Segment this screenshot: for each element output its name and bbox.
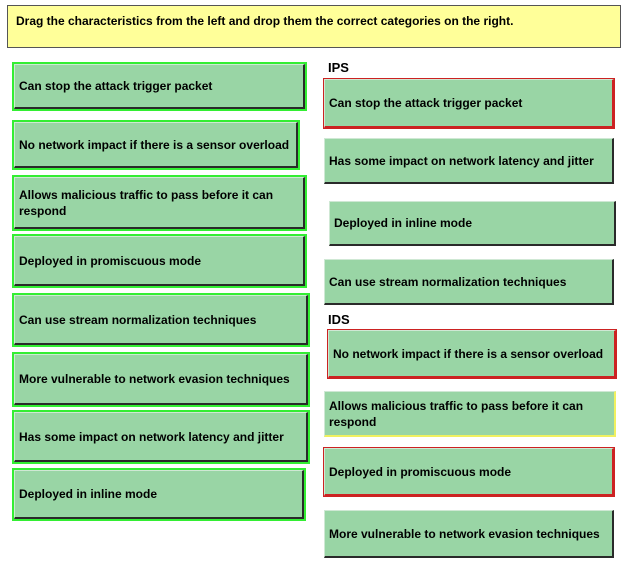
ips-heading: IPS	[328, 60, 349, 75]
drag-item-latency[interactable]: Has some impact on network latency and jitter	[14, 412, 308, 462]
ips-slot-1[interactable]: Can stop the attack trigger packet	[324, 79, 614, 128]
ids-slot-1[interactable]: No network impact if there is a sensor overload	[328, 330, 616, 378]
ids-slot-2[interactable]: Allows malicious traffic to pass before it can respond	[324, 391, 616, 437]
drag-item-inline[interactable]: Deployed in inline mode	[14, 470, 304, 519]
ids-slot-4[interactable]: More vulnerable to network evasion techniques	[324, 510, 614, 558]
drag-item-allows-malicious[interactable]: Allows malicious traffic to pass before it can respond	[14, 177, 305, 229]
ips-slot-2[interactable]: Has some impact on network latency and jitter	[324, 138, 614, 184]
drag-item-stream-normalization[interactable]: Can use stream normalization techniques	[14, 295, 308, 345]
ids-slot-3[interactable]: Deployed in promiscuous mode	[324, 448, 614, 496]
drag-item-evasion[interactable]: More vulnerable to network evasion techniques	[14, 354, 308, 405]
ips-slot-3[interactable]: Deployed in inline mode	[329, 201, 616, 246]
ips-slot-4[interactable]: Can use stream normalization techniques	[324, 259, 614, 305]
drag-item-stop-trigger[interactable]: Can stop the attack trigger packet	[14, 64, 305, 109]
ids-heading: IDS	[328, 312, 350, 327]
instruction-banner: Drag the characteristics from the left and drop them the correct categories on the right.	[7, 5, 621, 48]
drag-item-promiscuous[interactable]: Deployed in promiscuous mode	[14, 236, 305, 286]
drag-item-no-network-impact[interactable]: No network impact if there is a sensor overload	[14, 122, 298, 168]
